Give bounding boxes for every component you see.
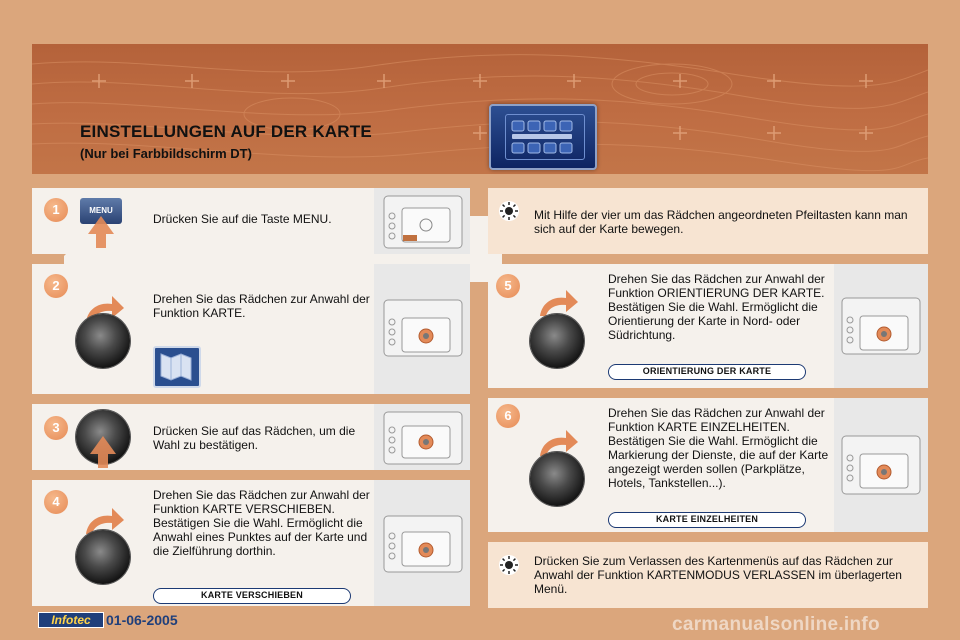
display-screen-illustration	[489, 104, 597, 170]
tip-1-box	[488, 188, 928, 254]
tip-sun-icon	[498, 200, 520, 222]
radio-unit-illustration	[374, 188, 470, 254]
step-1-box	[32, 188, 470, 254]
step-3-number: 3	[44, 416, 68, 440]
step-4-text: Drehen Sie das Rädchen zur Anwahl der Funktion KARTE VERSCHIEBEN. Bestätigen Sie die Wahl. Ermöglicht die Anwahl eines Punktes auf der Karte und die Zielführung dorthin.	[153, 488, 370, 558]
step-2-number: 2	[44, 274, 68, 298]
step-2-box	[32, 264, 470, 394]
step-2-text: Drehen Sie das Rädchen zur Anwahl der Funktion KARTE.	[153, 292, 370, 320]
press-arrow-icon	[88, 434, 118, 470]
step-4-box	[32, 480, 470, 606]
step-6-text: Drehen Sie das Rädchen zur Anwahl der Funktion KARTE EINZELHEITEN. Bestätigen Sie die Wahl. Ermöglicht die Markierung der Dienste, die auf der Karte angezeigt werden sollen (Parkplätze, Hotels, Tankstellen...).	[608, 406, 829, 490]
step-6-box	[488, 398, 928, 532]
rotary-knob-icon	[530, 314, 584, 368]
step-1-number: 1	[44, 198, 68, 222]
title-panel	[32, 108, 470, 174]
radio-unit-illustration	[374, 480, 470, 606]
radio-unit-illustration	[834, 264, 928, 388]
footer-date: 01-06-2005	[106, 612, 178, 628]
press-arrow-icon	[86, 214, 116, 250]
step-6-number: 6	[496, 404, 520, 428]
step-3-radio-area	[374, 404, 470, 470]
karte-verschieben-label: KARTE VERSCHIEBEN	[153, 588, 351, 604]
rotary-knob-icon	[76, 530, 130, 584]
step-2-radio-area	[374, 264, 470, 394]
radio-unit-illustration	[374, 404, 470, 470]
rotary-knob-icon	[530, 452, 584, 506]
einzelheiten-label: KARTE EINZELHEITEN	[608, 512, 806, 528]
step-4-radio-area	[374, 480, 470, 606]
step-5-radio-area	[834, 264, 928, 388]
menu-button-illustration: MENU	[80, 198, 122, 224]
page-subtitle: (Nur bei Farbbildschirm DT)	[80, 146, 252, 161]
infotec-logo: Infotec	[38, 612, 104, 628]
tip-2-box	[488, 542, 928, 608]
rotary-knob-icon	[76, 314, 130, 368]
step-6-radio-area	[834, 398, 928, 532]
step-1-radio-area	[374, 188, 470, 254]
orientierung-label: ORIENTIERUNG DER KARTE	[608, 364, 806, 380]
step-3-box	[32, 404, 470, 470]
screen-menu-icon	[506, 115, 586, 161]
page-title: EINSTELLUNGEN AUF DER KARTE	[80, 122, 372, 141]
step-5-number: 5	[496, 274, 520, 298]
tip-2-text: Drücken Sie zum Verlassen des Kartenmenüs auf das Rädchen zur Anwahl der Funktion KARTENMODUS VERLASSEN im überlagerten Menü.	[534, 554, 902, 596]
step-5-text: Drehen Sie das Rädchen zur Anwahl der Funktion ORIENTIERUNG DER KARTE. Bestätigen Sie die Wahl. Ermöglicht die Orientierung der Karte in Nord- oder Südrichtung.	[608, 272, 825, 342]
step-5-box	[488, 264, 928, 388]
radio-unit-illustration	[374, 264, 470, 394]
step-4-number: 4	[44, 490, 68, 514]
step-3-text: Drücken Sie auf das Rädchen, um die Wahl zu bestätigen.	[153, 424, 356, 452]
watermark: carmanualsonline.info	[672, 614, 880, 635]
radio-unit-illustration	[834, 398, 928, 532]
map-menu-icon	[153, 346, 201, 388]
tip-1-text: Mit Hilfe der vier um das Rädchen angeordneten Pfeiltasten kann man sich auf der Karte bewegen.	[534, 208, 908, 236]
step-1-text: Drücken Sie auf die Taste MENU.	[153, 212, 332, 226]
tip-sun-icon	[498, 554, 520, 576]
